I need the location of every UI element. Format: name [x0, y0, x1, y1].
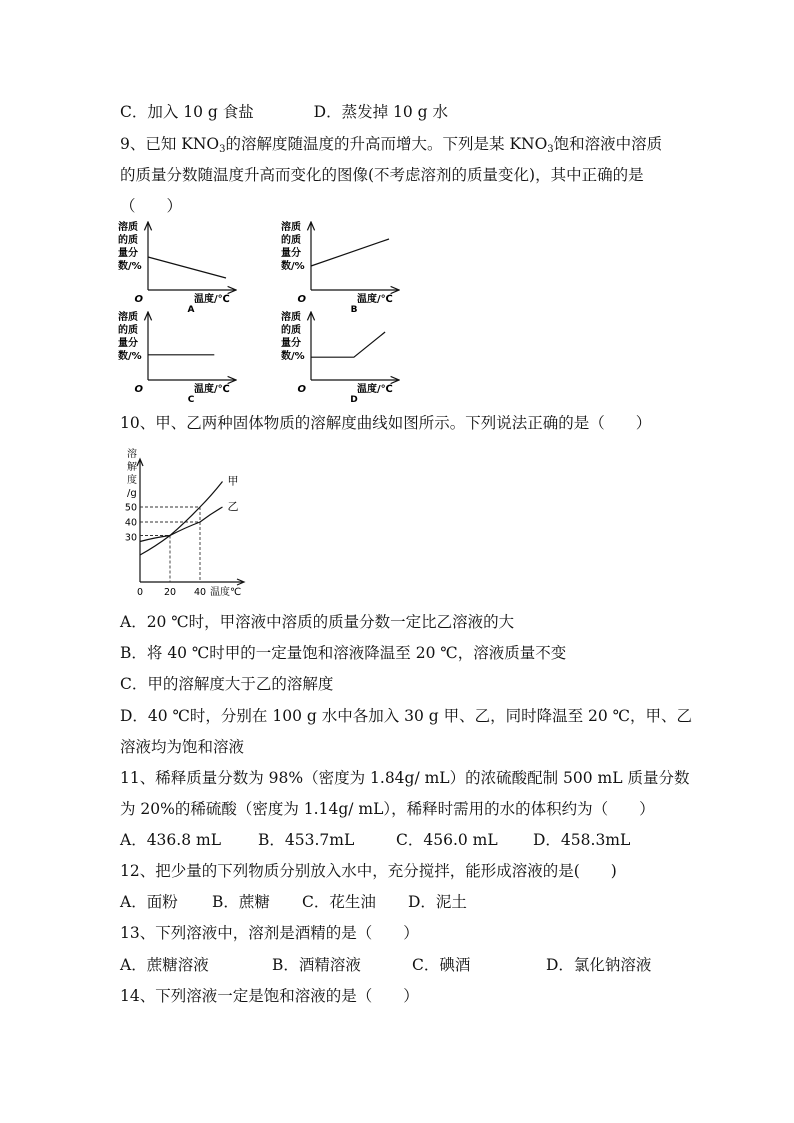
y-axis-label: 的质 [281, 325, 301, 336]
q9-curve-b [311, 239, 389, 266]
q8-option-d: D．蒸发掉 10 g 水 [313, 103, 449, 121]
q11-stem-line2: 为 20%的稀硫酸（密度为 1.14g/ mL），稀释时需用的水的体积约为（ ） [120, 800, 655, 818]
y-axis-label: 的质 [281, 235, 301, 246]
q10-solubility-chart [118, 442, 258, 602]
y-axis-label: 量分 [281, 338, 301, 349]
q9-graph-b [281, 220, 399, 315]
q11-option-c: C．456.0 mL [396, 831, 498, 849]
y-axis-label: 数/% [118, 261, 142, 272]
graph-letter: C [187, 395, 195, 405]
y-axis-label: 量分 [118, 338, 138, 349]
y-axis-label: /g [127, 488, 137, 499]
q14-stem: 14、下列溶液一定是饱和溶液的是（ ） [120, 987, 419, 1005]
q12-option-c: C．花生油 [302, 893, 376, 911]
q11-stem-line1: 11、稀释质量分数为 98%（密度为 1.84g/ mL）的浓硫酸配制 500 mL 质量分数 [120, 769, 690, 787]
y-axis-label: 溶质 [281, 222, 301, 233]
q9-curve-a [148, 257, 226, 278]
origin-label: O [134, 384, 143, 395]
x-axis-label: 温度℃ [210, 587, 242, 598]
graph-letter: B [350, 305, 358, 315]
x-tick-label: 40 [193, 587, 207, 598]
y-tick-label: 50 [124, 502, 137, 514]
graph-letter: A [187, 305, 195, 315]
y-axis-label: 溶质 [118, 312, 138, 323]
q10-option-a: A．20 ℃时，甲溶液中溶质的质量分数一定比乙溶液的大 [120, 613, 515, 631]
q13-stem: 13、下列溶液中，溶剂是酒精的是（ ） [120, 924, 419, 942]
q9-stem-line1: 9、已知 $KNO_3$的溶解度随温度的升高而增大。下列是某 $KNO_3$饱和溶液中溶质 [120, 135, 663, 155]
y-tick-label: 40 [124, 517, 137, 529]
q13-option-d: D．氯化钠溶液 [546, 956, 652, 974]
y-axis-label: 量分 [118, 248, 138, 259]
y-axis-label: 溶质 [118, 222, 138, 233]
y-axis-label: 数/% [281, 261, 305, 272]
series-curve-2 [140, 507, 223, 542]
q12-option-d: D．泥土 [408, 893, 467, 911]
series-label: 甲 [227, 474, 239, 488]
q12-option-a: A．面粉 [120, 893, 178, 911]
origin-label: O [297, 294, 306, 305]
series-curve-1 [140, 482, 223, 556]
y-tick-label: 30 [124, 532, 137, 544]
q10-stem: 10、甲、乙两种固体物质的溶解度曲线如图所示。下列说法正确的是（ ） [120, 414, 652, 432]
series-label: 乙 [227, 500, 239, 513]
q9-graph-a [118, 220, 236, 315]
y-axis-label: 的质 [118, 235, 138, 246]
q13-option-c: C．碘酒 [412, 956, 471, 974]
q13-option-b: B．酒精溶液 [272, 956, 361, 974]
origin-label: O [297, 384, 306, 395]
y-axis-label: 解 [127, 462, 137, 473]
q9-graph-d [281, 310, 399, 405]
q8-option-c: C．加入 10 g 食盐 [120, 103, 254, 121]
x-tick-label: 0 [136, 587, 144, 598]
q12-stem: 12、把少量的下列物质分别放入水中，充分搅拌，能形成溶液的是( ) [120, 862, 617, 880]
origin-label: O [134, 294, 143, 305]
q10-option-d: D．40 ℃时，分别在 100 g 水中各加入 30 g 甲、乙，同时降温至 20 ℃，甲、乙 [120, 707, 693, 725]
q12-option-b: B．蔗糖 [212, 893, 270, 911]
q13-option-a: A．蔗糖溶液 [120, 956, 209, 974]
x-tick-label: 20 [163, 587, 177, 598]
q11-option-a: A．436.8 mL [120, 831, 221, 849]
y-axis-label: 数/% [281, 351, 305, 362]
q10-option-c: C．甲的溶解度大于乙的溶解度 [120, 675, 334, 693]
q9-graph-c [118, 310, 236, 405]
q9-graphs [110, 220, 420, 405]
y-axis-label: 的质 [118, 325, 138, 336]
q11-option-b: B．453.7mL [258, 831, 355, 849]
y-axis-label: 溶 [127, 449, 137, 460]
x-axis-label: 温度/℃ [357, 294, 393, 305]
graph-letter: D [350, 395, 358, 405]
y-axis-label: 数/% [118, 351, 142, 362]
q10-option-d-cont: 溶液均为饱和溶液 [120, 738, 245, 756]
q11-option-d: D．458.3mL [533, 831, 631, 849]
y-axis-label: 量分 [281, 248, 301, 259]
q9-curve-d [311, 332, 385, 357]
y-axis-label: 度 [127, 475, 137, 486]
x-axis-label: 温度/℃ [357, 384, 393, 395]
q8-options-row [120, 102, 448, 122]
q9-stem-line3: （ ） [120, 197, 183, 215]
x-axis-label: 温度/℃ [194, 384, 230, 395]
x-axis-label: 温度/℃ [194, 294, 230, 305]
y-axis-label: 溶质 [281, 312, 301, 323]
q10-option-b: B．将 40 ℃时甲的一定量饱和溶液降温至 20 ℃，溶液质量不变 [120, 644, 567, 662]
q9-stem-line2: 的质量分数随温度升高而变化的图像(不考虑溶剂的质量变化)，其中正确的是 [120, 166, 644, 184]
